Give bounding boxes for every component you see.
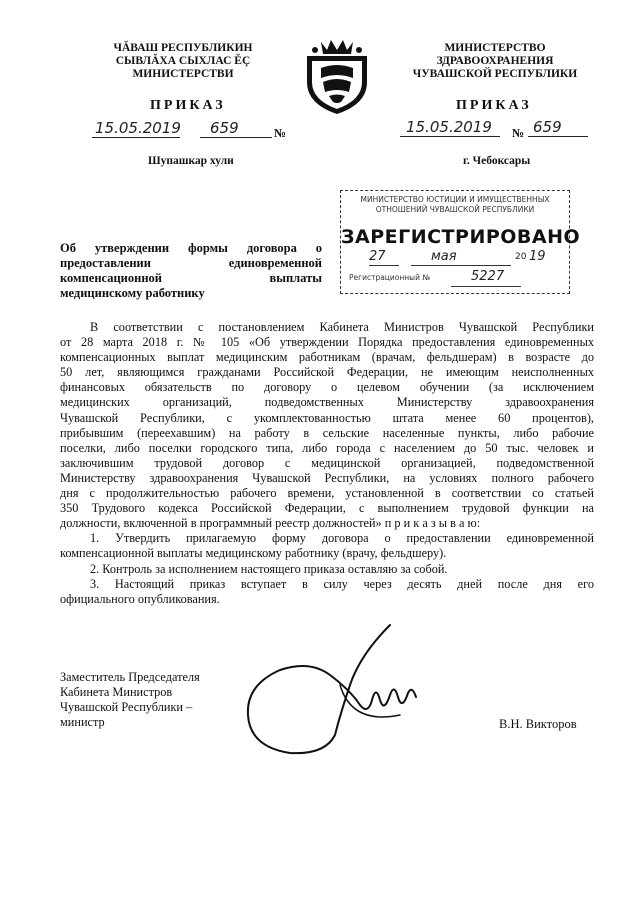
order-body — [60, 320, 594, 607]
place-russian: г. Чебоксары — [463, 155, 531, 167]
stamp-ministry-line: МИНИСТЕРСТВО ЮСТИЦИИ И ИМУЩЕСТВЕННЫХ — [360, 195, 550, 204]
title-line: предоставлении единовременной — [60, 256, 322, 270]
header-left-line: МИНИСТЕРСТВИ — [132, 68, 234, 80]
stamp-day-line — [369, 265, 399, 266]
body-line: В соответствии с постановлением Кабинета Министров Чувашской Республики — [90, 320, 594, 334]
body-line: медицинских организаций, подведомственных Министерству здравоохранения — [60, 395, 594, 410]
handwritten-signature — [240, 615, 420, 760]
body-line: Министерству здравоохранения Чувашской Республики, на условиях полного рабочего — [60, 470, 594, 485]
title-line: компенсационной выплаты — [60, 271, 322, 285]
registration-stamp — [340, 190, 581, 294]
stamp-reg-day: 27 — [369, 249, 386, 264]
body-line: официального опубликования. — [60, 591, 220, 606]
body-line: компенсационных выплат медицинским работникам (врачам, фельдшерам) в возрасте до — [60, 350, 594, 365]
header-right-line: МИНИСТЕРСТВО — [444, 42, 546, 54]
stamp-reg-number-label: Регистрационный № — [349, 273, 431, 282]
body-item-1: 1. Утвердить прилагаемую форму договора о предоставлении единовременной — [90, 531, 594, 546]
header-right-line: ЧУВАШСКОЙ РЕСПУБЛИКИ — [412, 68, 578, 80]
signatory-title-line: Заместитель Председателя — [60, 670, 200, 684]
body-line: Чувашской Республики, с укомплектованностью штата менее 60 процентов), — [60, 410, 594, 425]
stamp-reg-number: 5227 — [471, 269, 505, 284]
stamp-registered-label: ЗАРЕГИСТРИРОВАНО — [341, 226, 581, 248]
body-line: должности, включенной в программный реестр должностей» п р и к а з ы в а ю: — [60, 516, 481, 531]
handwritten-date-right: 15.05.2019 — [406, 118, 492, 136]
body-item-3: 3. Настоящий приказ вступает в силу через десять дней после дня его — [90, 576, 594, 591]
body-line: компенсационной выплаты медицинскому работнику (врачу, фельдшеру). — [60, 546, 447, 561]
date-underline-left — [92, 137, 180, 138]
body-line: от 28 марта 2018 г. № 105 «Об утверждении Порядка предоставления единовременных — [60, 335, 594, 350]
order-word-left: ПРИКАЗ — [150, 98, 226, 113]
title-line: Об утверждении формы договора о — [60, 241, 322, 255]
handwritten-date-left: 15.05.2019 — [95, 119, 181, 137]
stamp-reg-year: 19 — [529, 249, 546, 264]
signatory-name: В.Н. Викторов — [499, 717, 577, 731]
body-line: 50 лет, являющимся гражданами Российской Федерации, не имеющим неисполненных — [60, 365, 594, 380]
body-line: поселки, либо поселки городского типа, либо города с населением до 50 тыс. человек и — [60, 440, 594, 455]
stamp-month-line — [411, 265, 511, 266]
chuvash-emblem-icon — [301, 38, 373, 116]
title-line: медицинскому работнику — [60, 286, 205, 300]
body-line: финансовых обязательств по договору о целевом обучении (за исключением — [60, 380, 594, 395]
header-right-line: ЗДРАВООХРАНЕНИЯ — [436, 55, 554, 67]
stamp-number-line — [451, 286, 521, 287]
header-left-ministry-chuvash — [88, 42, 278, 81]
stamp-registration-date — [369, 249, 549, 269]
stamp-ministry — [341, 195, 569, 215]
body-item-2: 2. Контроль за исполнением настоящего приказа оставляю за собой. — [90, 561, 448, 576]
place-chuvash: Шупашкар хули — [148, 155, 234, 167]
signatory-title-line: министр — [60, 715, 105, 729]
body-line: 350 Трудового кодекса Российской Федерации, с выполнением трудовой функции на — [60, 501, 594, 516]
body-line: дня с продолжительностью рабочего времени, установленной в соответствии со статьей — [60, 486, 594, 501]
body-line: заключившим трудовой договор с медицинской организацией, подведомственной — [60, 455, 594, 470]
stamp-ministry-line: ОТНОШЕНИЙ ЧУВАШСКОЙ РЕСПУБЛИКИ — [375, 205, 535, 214]
signatory-title — [60, 670, 200, 730]
order-title — [60, 241, 322, 301]
body-line: прибывшим (переехавшим) на работу в сельские населенные пункты, либо рабочие — [60, 425, 594, 440]
stamp-reg-year-prefix: 20 — [515, 252, 527, 262]
date-underline-right — [400, 136, 500, 137]
order-word-right: ПРИКАЗ — [456, 98, 532, 113]
stamp-reg-month: мая — [431, 249, 457, 264]
handwritten-number-left: 659 — [210, 119, 239, 137]
number-sign-right: № — [512, 126, 525, 140]
handwritten-number-right: 659 — [533, 118, 562, 136]
number-underline-left — [200, 137, 272, 138]
signatory-title-line: Кабинета Министров — [60, 685, 173, 699]
number-sign-left: № — [274, 126, 287, 140]
number-underline-right — [528, 136, 588, 137]
signatory-title-line: Чувашской Республики – — [60, 700, 193, 714]
header-right-ministry-russian — [400, 42, 590, 81]
header-left-line: ЧĂВАШ РЕСПУБЛИКИН — [113, 42, 253, 54]
header-left-line: СЫВЛĂХА СЫХЛАС ĔÇ — [115, 55, 251, 67]
